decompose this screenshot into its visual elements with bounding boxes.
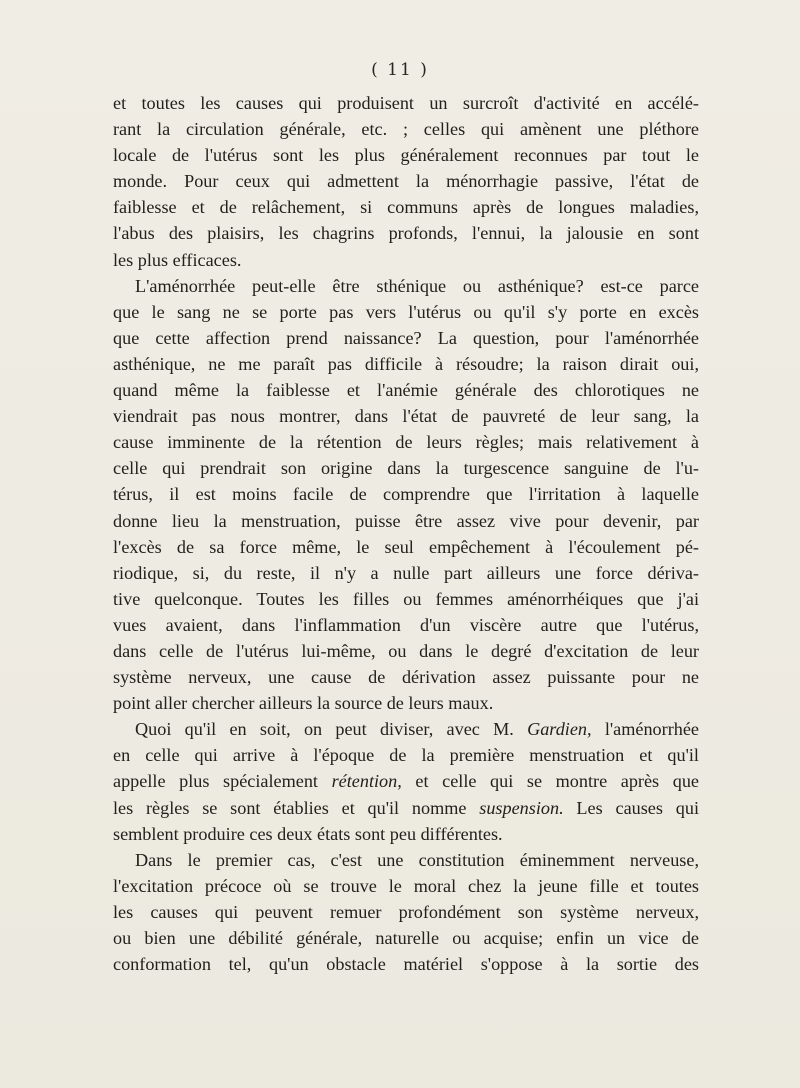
text-line: en celle qui arrive à l'époque de la première menstruation et qu'il (113, 745, 699, 766)
text-line: asthénique, ne me paraît pas difficile à résoudre; la raison dirait oui, (113, 353, 699, 374)
italic-run: suspension. (479, 797, 564, 818)
text-run: Les causes qui (563, 797, 699, 818)
text-line: et toutes les causes qui produisent un surcroît d'activité en accélé- (113, 93, 699, 113)
text-line: semblent produire ces deux états sont peu différentes. (113, 823, 503, 844)
text-line: monde. Pour ceux qui admettent la ménorrhagie passive, l'état de (113, 171, 699, 192)
text-line: que cette affection prend naissance? La question, pour l'aménorrhée (113, 327, 699, 348)
text-line: locale de l'utérus sont les plus généralement reconnues par tout le (113, 145, 699, 166)
text-line: tive quelconque. Toutes les filles ou femmes aménorrhéiques que j'ai (113, 588, 699, 609)
text-run: l'aménorrhée (591, 719, 699, 740)
text-line (113, 716, 699, 742)
text-line: l'excès de sa force même, le seul empêchement à l'écoulement pé- (113, 536, 699, 557)
text-run: appelle plus spécialement (113, 771, 332, 792)
text-line: riodique, si, du reste, il n'y a nulle part ailleurs une force dériva- (113, 562, 699, 583)
text-line: celle qui prendrait son origine dans la turgescence sanguine de l'u- (113, 458, 699, 479)
italic-run: rétention, (331, 771, 402, 792)
text-line: quand même la faiblesse et l'anémie générale des chlorotiques ne (113, 380, 699, 401)
text-line: point aller chercher ailleurs la source de leurs maux. (113, 693, 494, 714)
text-line: dans celle de l'utérus lui-même, ou dans le degré d'excitation de leur (113, 640, 699, 661)
text-line: conformation tel, qu'un obstacle matériel s'oppose à la sortie des (113, 954, 699, 975)
text-line (113, 795, 699, 821)
text-line: vues avaient, dans l'inflammation d'un viscère autre que l'utérus, (113, 614, 699, 635)
text-line: que le sang ne se porte pas vers l'utérus ou qu'il s'y porte en excès (113, 301, 699, 322)
text-line: viendrait pas nous montrer, dans l'état de pauvreté de leur sang, la (113, 406, 699, 427)
italic-run: Gardien, (527, 719, 592, 740)
text-line: rant la circulation générale, etc. ; celles qui amènent une pléthore (113, 119, 699, 140)
text-run: Quoi qu'il en soit, on peut diviser, avec M. (135, 719, 528, 740)
text-line: ou bien une débilité générale, naturelle ou acquise; enfin un vice de (113, 928, 699, 948)
text-line: térus, il est moins facile de comprendre que l'irritation à laquelle (113, 484, 699, 505)
text-line: l'excitation précoce où se trouve le moral chez la jeune fille et toutes (113, 875, 699, 896)
text-line: l'abus des plaisirs, les chagrins profonds, l'ennui, la jalousie en sont (113, 223, 699, 244)
text-line: donne lieu la menstruation, puisse être assez vive pour devenir, par (113, 510, 699, 531)
body-text (113, 90, 699, 977)
text-line: les causes qui peuvent remuer profondément son système nerveux, (113, 901, 699, 922)
text-line: Dans le premier cas, c'est une constitution éminemment nerveuse, (135, 849, 699, 870)
text-run: et celle qui se montre après que (401, 771, 699, 792)
text-line: les plus efficaces. (113, 249, 242, 270)
text-line (113, 768, 699, 794)
text-line: cause imminente de la rétention de leurs règles; mais relativement à (113, 432, 699, 453)
text-line: système nerveux, une cause de dérivation assez puissante pour ne (113, 667, 699, 688)
page-number: ( 11 ) (371, 60, 429, 80)
text-run: les règles se sont établies et qu'il nomme (113, 797, 480, 818)
text-line: L'aménorrhée peut-elle être sthénique ou asthénique? est-ce parce (135, 275, 699, 296)
text-line: faiblesse et de relâchement, si communs après de longues maladies, (113, 197, 699, 218)
